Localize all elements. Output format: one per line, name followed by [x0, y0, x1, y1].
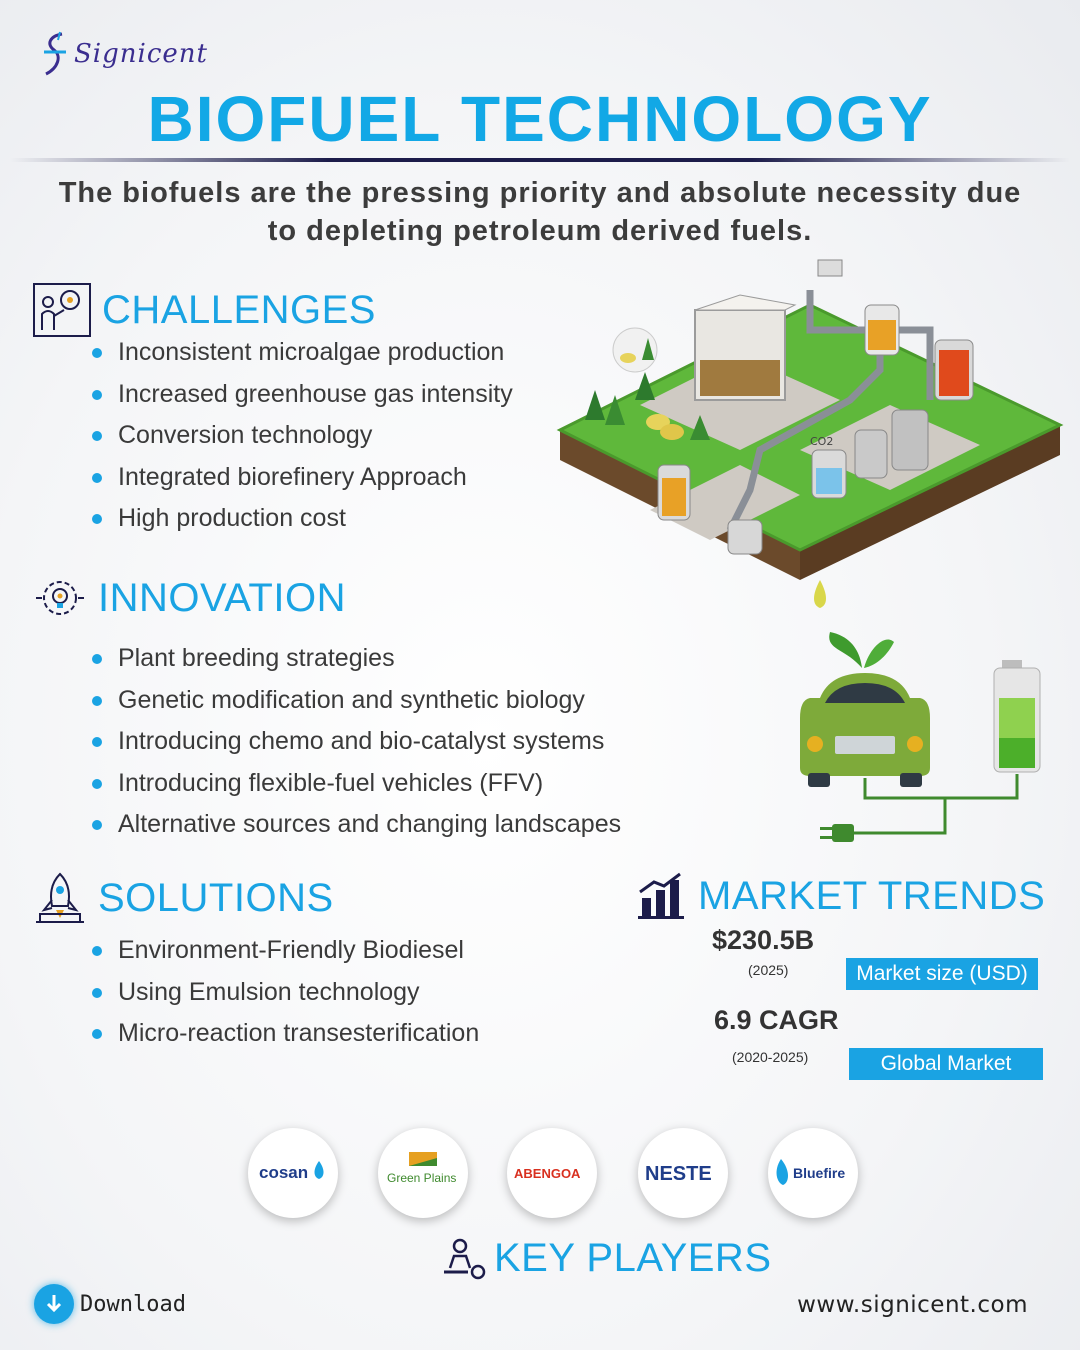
list-item: Environment-Friendly Biodiesel [90, 930, 479, 972]
challenges-list [90, 332, 513, 540]
market-size-label: Market size (USD) [846, 958, 1038, 990]
market-trends-header [636, 872, 1045, 920]
market-size-year: (2025) [748, 962, 789, 978]
list-item: High production cost [90, 498, 513, 540]
green-plains-logo [378, 1128, 468, 1218]
innovation-title: INNOVATION [98, 575, 346, 620]
neste-logo [638, 1128, 728, 1218]
download-label: Download [80, 1291, 186, 1317]
svg-text:CO2: CO2 [810, 435, 834, 448]
signicent-s-icon [40, 30, 70, 78]
list-item: Alternative sources and changing landscapes [90, 804, 621, 846]
solutions-header [32, 870, 334, 926]
solutions-title: SOLUTIONS [98, 875, 334, 920]
download-icon [34, 1284, 74, 1324]
list-item: Introducing chemo and bio-catalyst systems [90, 721, 621, 763]
svg-text:Bluefire: Bluefire [793, 1165, 846, 1181]
bluefire-logo [768, 1128, 858, 1218]
svg-text:ABENGOA: ABENGOA [514, 1166, 581, 1181]
download-button[interactable] [34, 1284, 186, 1324]
person-key-icon [440, 1238, 488, 1280]
list-item: Plant breeding strategies [90, 638, 621, 680]
gear-lightbulb-icon [32, 574, 88, 622]
biorefinery-illustration [550, 250, 1070, 630]
list-item: Inconsistent microalgae production [90, 332, 513, 374]
solutions-list [90, 930, 479, 1055]
list-item: Genetic modification and synthetic biology [90, 680, 621, 722]
list-item: Micro-reaction transesterification [90, 1013, 479, 1055]
abengoa-logo [507, 1128, 597, 1218]
svg-text:cosan: cosan [259, 1163, 309, 1182]
bar-chart-icon [636, 872, 686, 920]
key-players-header [440, 1236, 772, 1281]
website-link[interactable]: www.signicent.com [797, 1292, 1028, 1318]
challenges-header [32, 282, 376, 338]
svg-text:NESTE: NESTE [645, 1163, 712, 1185]
challenges-title: CHALLENGES [102, 287, 376, 332]
cosan-logo [248, 1128, 338, 1218]
list-item: Conversion technology [90, 415, 513, 457]
market-size-value: $230.5B [712, 925, 815, 955]
list-item: Increased greenhouse gas intensity [90, 374, 513, 416]
page-title: BIOFUEL TECHNOLOGY [147, 83, 933, 155]
title-divider [10, 158, 1070, 162]
innovation-list [90, 638, 621, 846]
key-players-title: KEY PLAYERS [494, 1236, 772, 1280]
brand-name: Signicent [74, 39, 208, 69]
innovation-header [32, 574, 346, 622]
cagr-period: (2020-2025) [732, 1049, 809, 1065]
svg-text:Green Plains: Green Plains [387, 1171, 457, 1185]
cagr-value: 6.9 CAGR [714, 1005, 839, 1035]
brand-logo [40, 30, 208, 78]
market-trends-title: MARKET TRENDS [698, 873, 1046, 918]
list-item: Integrated biorefinery Approach [90, 457, 513, 499]
rocket-icon [32, 870, 88, 926]
electric-car-illustration [790, 628, 1060, 853]
cagr-label: Global Market [849, 1048, 1043, 1080]
engineer-gear-icon [32, 282, 92, 338]
list-item: Using Emulsion technology [90, 972, 479, 1014]
page-subtitle: The biofuels are the pressing priority and absolute necessity due to depleting petroleum derived fuels. [58, 177, 1022, 247]
list-item: Introducing flexible-fuel vehicles (FFV) [90, 763, 621, 805]
